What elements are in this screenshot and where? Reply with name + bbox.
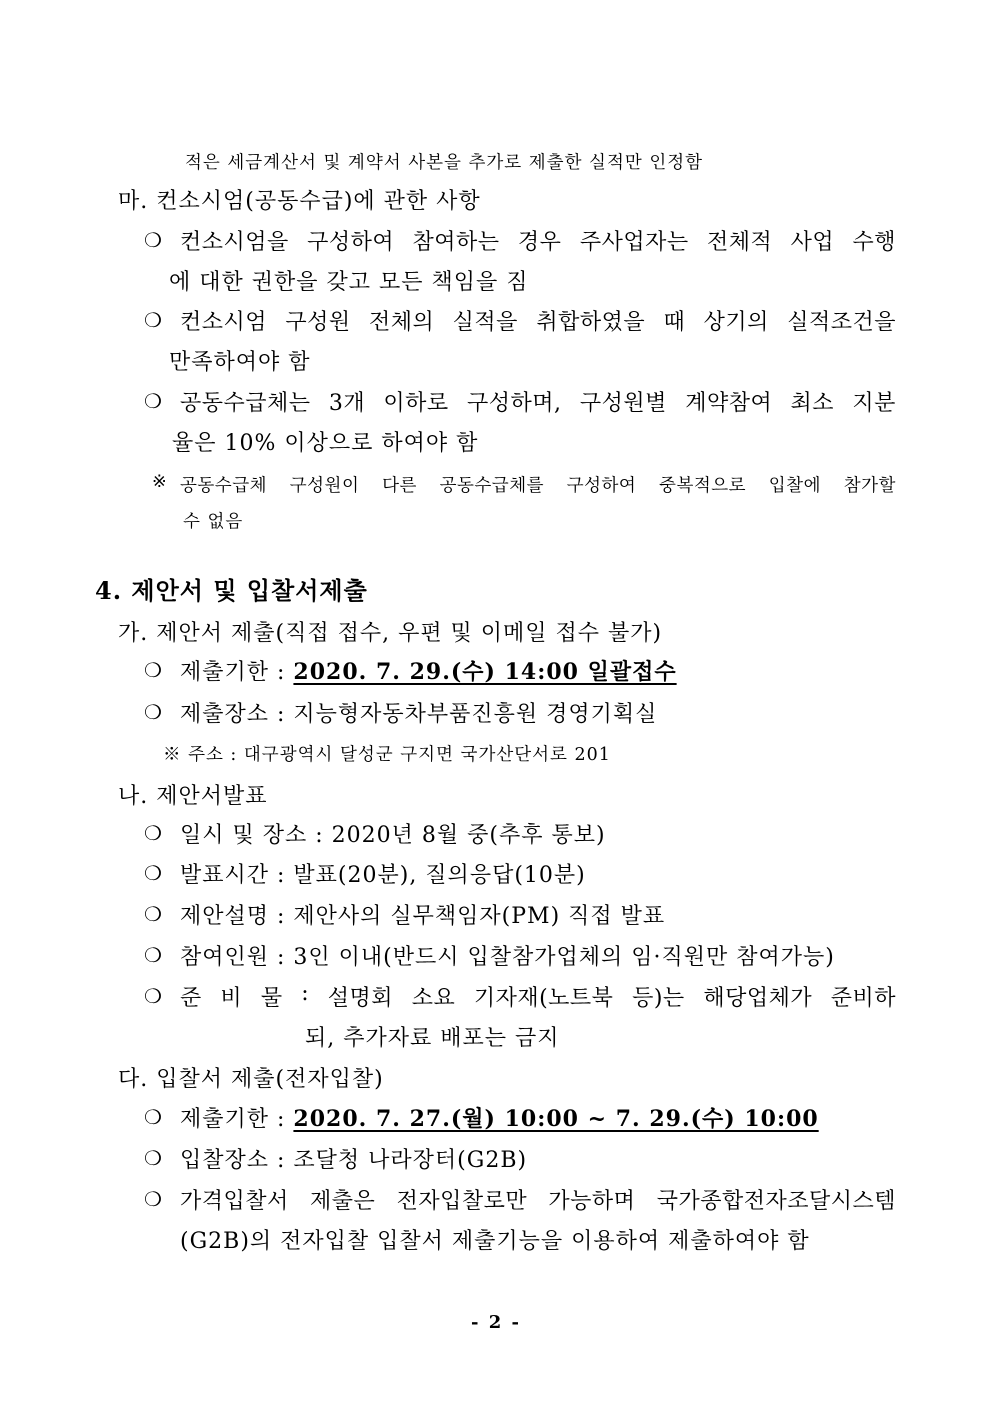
bid-deadline-label: 제출기한 : — [180, 1107, 294, 1132]
consortium-bullet-1-line-1: 컨소시엄을 구성하여 참여하는 경우 주사업자는 전체적 사업 수행 — [180, 230, 896, 255]
presentation-duration: 발표시간 : 발표(20분), 질의응답(10분) — [180, 863, 586, 888]
continuation-line: 적은 세금계산서 및 계약서 사본을 추가로 제출한 실적만 인정함 — [185, 153, 704, 173]
bullet-circle-icon: ❍ — [144, 1146, 162, 1170]
consortium-note-line-2: 수 없음 — [183, 512, 244, 532]
proposal-place: 제출장소 : 지능형자동차부품진흥원 경영기획실 — [180, 702, 658, 727]
section-4-heading: 4. 제안서 및 입찰서제출 — [95, 576, 368, 605]
proposal-deadline-label: 제출기한 : — [180, 660, 294, 685]
consortium-bullet-3-line-1: 공동수급체는 3개 이하로 구성하며, 구성원별 계약참여 최소 지분 — [180, 391, 896, 416]
proposal-deadline-value: 2020. 7. 29.(수) 14:00 일괄접수 — [293, 659, 677, 685]
bullet-circle-icon: ❍ — [144, 1187, 162, 1211]
bullet-circle-icon: ❍ — [144, 821, 162, 845]
consortium-bullet-2-line-1: 컨소시엄 구성원 전체의 실적을 취합하였을 때 상기의 실적조건을 — [180, 310, 896, 335]
consortium-bullet-2-line-2: 만족하여야 함 — [169, 350, 311, 375]
presentation-materials-line-1: 준 비 물 : 설명회 소요 기자재(노트북 등)는 해당업체가 준비하 — [180, 981, 896, 1011]
section-da-heading: 다. 입찰서 제출(전자입찰) — [118, 1067, 384, 1092]
bid-place: 입찰장소 : 조달청 나라장터(G2B) — [180, 1148, 528, 1173]
address-note: ※ 주소 : 대구광역시 달성군 구지면 국가산단서로 201 — [163, 745, 611, 765]
bullet-circle-icon: ❍ — [144, 984, 162, 1008]
bullet-circle-icon: ❍ — [144, 861, 162, 885]
consortium-bullet-3-line-2: 율은 10% 이상으로 하여야 함 — [172, 431, 479, 456]
section-ga-heading: 가. 제안서 제출(직접 접수, 우편 및 이메일 접수 불가) — [118, 621, 663, 646]
page-number: - 2 - — [471, 1312, 521, 1333]
bid-deadline-value: 2020. 7. 27.(월) 10:00 ~ 7. 29.(수) 10:00 — [293, 1106, 819, 1132]
bullet-circle-icon: ❍ — [144, 943, 162, 967]
bullet-circle-icon: ❍ — [144, 308, 162, 332]
presentation-datetime: 일시 및 장소 : 2020년 8월 중(추후 통보) — [180, 823, 606, 848]
note-mark-icon: ※ — [152, 472, 168, 492]
bullet-circle-icon: ❍ — [144, 700, 162, 724]
presentation-presenter: 제안설명 : 제안사의 실무책임자(PM) 직접 발표 — [180, 904, 666, 929]
consortium-note-line-1: 공동수급체 구성원이 다른 공동수급체를 구성하여 중복적으로 입찰에 참가할 — [180, 476, 896, 496]
presentation-materials-line-2: 되, 추가자료 배포는 금지 — [305, 1026, 560, 1051]
bullet-circle-icon: ❍ — [144, 389, 162, 413]
bullet-circle-icon: ❍ — [144, 902, 162, 926]
bullet-circle-icon: ❍ — [144, 1105, 162, 1129]
consortium-bullet-1-line-2: 에 대한 권한을 갖고 모든 책임을 짐 — [169, 270, 529, 295]
section-na-heading: 나. 제안서발표 — [118, 784, 268, 809]
bullet-circle-icon: ❍ — [144, 228, 162, 252]
bullet-circle-icon: ❍ — [144, 658, 162, 682]
proposal-deadline — [180, 655, 677, 686]
bid-method-line-1: 가격입찰서 제출은 전자입찰로만 가능하며 국가종합전자조달시스템 — [180, 1189, 896, 1214]
presentation-attendees: 참여인원 : 3인 이내(반드시 입찰참가업체의 임·직원만 참여가능) — [180, 945, 835, 970]
bid-method-line-2: (G2B)의 전자입찰 입찰서 제출기능을 이용하여 제출하여야 함 — [180, 1229, 810, 1254]
bid-deadline — [180, 1102, 819, 1133]
section-ma-heading: 마. 컨소시엄(공동수급)에 관한 사항 — [118, 189, 481, 214]
